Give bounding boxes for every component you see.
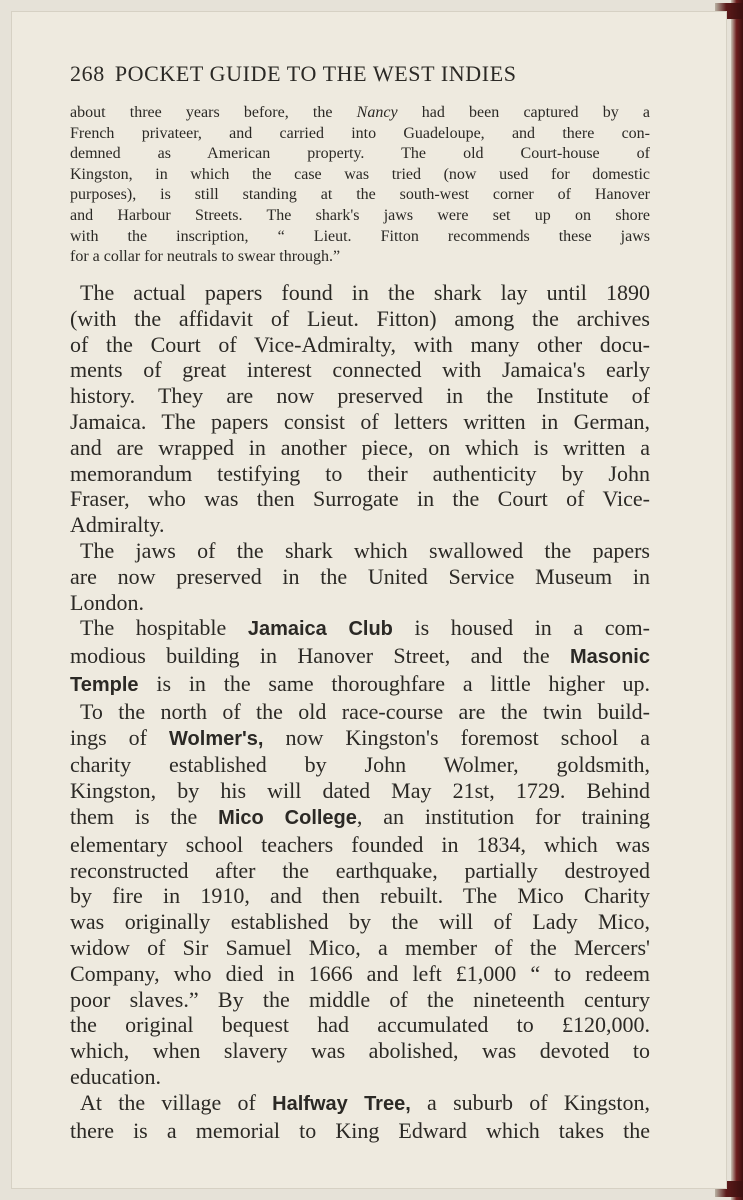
text-line: for a collar for neutrals to swear through.”: [70, 248, 341, 266]
text-line: modious building in Hanover Street, and the Masonic: [70, 643, 650, 669]
text-line: Kingston, by his will dated May 21st, 1729. Behind: [70, 778, 650, 804]
temple-name: Temple: [70, 673, 139, 696]
text-line: Temple is in the same thoroughfare a little higher up.: [70, 670, 650, 696]
text-line: and Harbour Streets. The shark's jaws were set up on shore: [70, 206, 650, 224]
text-line: The jaws of the shark which swallowed the papers: [80, 537, 650, 563]
text-line: widow of Sir Samuel Mico, a member of the Mercers': [70, 934, 650, 960]
text-line: Company, who died in 1666 and left £1,000 “ to redeem: [70, 960, 650, 986]
text-line: (with the affidavit of Lieut. Fitton) among the archives: [70, 305, 650, 331]
text-line: and are wrapped in another piece, on which is written a: [70, 434, 650, 460]
text-line: Kingston, in which the case was tried (now used for domestic: [70, 165, 650, 183]
text-line: elementary school teachers founded in 1834, which was: [70, 831, 650, 857]
text-line: which, when slavery was abolished, was devoted to: [70, 1038, 650, 1064]
text-line: are now preserved in the United Service Museum in: [70, 563, 650, 589]
wolmers-name: Wolmer's,: [169, 727, 264, 750]
text-line: history. They are now preserved in the Institute of: [70, 383, 650, 409]
text-line: there is a memorial to King Edward which takes the: [70, 1117, 650, 1143]
text-line: The actual papers found in the shark lay until 1890: [80, 280, 650, 305]
small-print-passage: [70, 103, 650, 268]
text-line: reconstructed after the earthquake, partially destroyed: [70, 857, 650, 883]
text-line: demned as American property. The old Court-house of: [70, 145, 650, 163]
text-line: Admiralty.: [70, 512, 165, 538]
text-line: them is the Mico College, an institution for training: [70, 803, 650, 829]
ship-name: Nancy: [356, 104, 398, 121]
text-line: To the north of the old race-course are the twin build-: [80, 698, 650, 724]
page-number: 268: [70, 61, 105, 86]
text-line: Jamaica. The papers consist of letters written in German,: [70, 408, 650, 434]
text-line: French privateer, and carried into Guadeloupe, and there con-: [70, 124, 650, 142]
text-line: education.: [70, 1063, 162, 1089]
text-line: London.: [70, 589, 144, 615]
text-line: poor slaves.” By the middle of the nineteenth century: [70, 986, 650, 1012]
text-line: ments of great interest connected with Jamaica's early: [70, 357, 650, 383]
text-line: charity established by John Wolmer, goldsmith,: [70, 752, 650, 778]
text-line: with the inscription, “ Lieut. Fitton recommends these jaws: [70, 227, 650, 245]
page-header: [70, 60, 650, 88]
text-line: about three years before, the Nancy had been captured by a: [70, 104, 651, 121]
text-line: the original bequest had accumulated to £120,000.: [70, 1012, 650, 1038]
running-title: POCKET GUIDE TO THE WEST INDIES: [114, 61, 517, 86]
main-text: [70, 280, 650, 1143]
text-line: memorandum testifying to their authenticity by John: [70, 460, 650, 486]
halfway-tree-name: Halfway Tree,: [272, 1092, 411, 1115]
text-line: was originally established by the will of Lady Mico,: [70, 909, 650, 935]
masonic-name: Masonic: [569, 646, 650, 669]
book-spine: [731, 0, 743, 1200]
text-line: The hospitable Jamaica Club is housed in a com-: [80, 615, 650, 641]
text-line: ings of Wolmer's, now Kingston's foremost school a: [70, 724, 651, 750]
jamaica-club-name: Jamaica Club: [247, 618, 393, 641]
text-line: purposes), is still standing at the south-west corner of Hanover: [70, 186, 650, 204]
text-line: by fire in 1910, and then rebuilt. The Mico Charity: [70, 883, 650, 909]
text-line: At the village of Halfway Tree, a suburb of Kingston,: [80, 1089, 651, 1115]
mico-college-name: Mico College: [218, 806, 357, 829]
text-line: of the Court of Vice-Admiralty, with many other docu-: [70, 331, 650, 357]
text-line: Fraser, who was then Surrogate in the Court of Vice-: [70, 486, 650, 512]
